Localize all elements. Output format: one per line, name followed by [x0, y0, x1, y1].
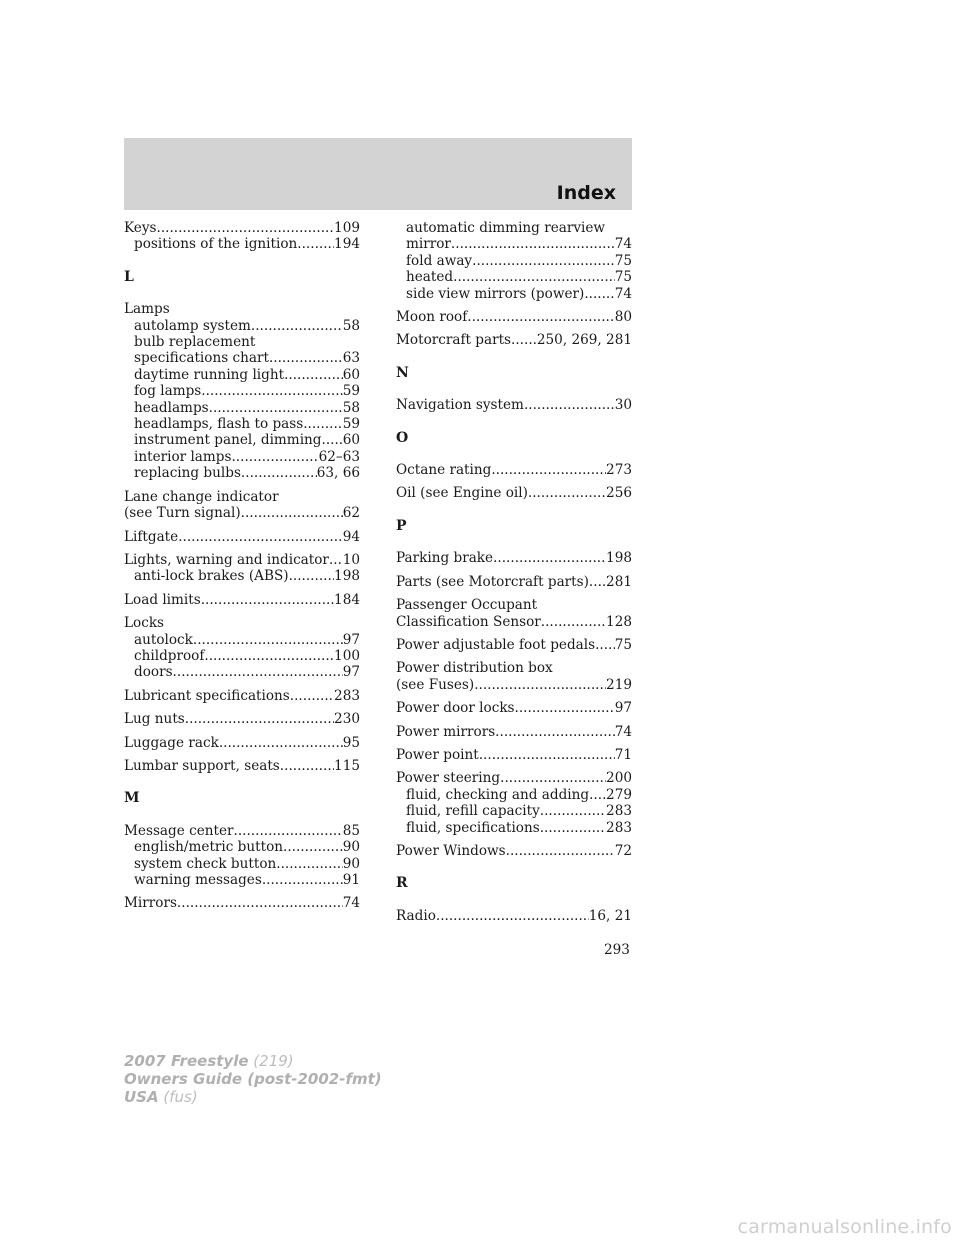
index-page-ref: 74: [614, 723, 632, 740]
index-subentry: [124, 648, 360, 664]
index-page-ref: 75: [614, 252, 632, 269]
index-term: [396, 747, 632, 763]
index-term: [124, 758, 360, 774]
index-header-band: [124, 138, 632, 210]
index-page-ref: 256: [606, 485, 632, 502]
leader-dots: [515, 700, 615, 716]
index-term-text: mirror: [406, 236, 451, 253]
index-term-text: system check button: [134, 855, 277, 872]
index-subentry: [124, 856, 360, 872]
index-page-ref: 75: [614, 636, 632, 653]
index-page-ref: 74: [614, 285, 632, 302]
index-term-text: Radio: [396, 907, 436, 924]
index-term-text: Lug nuts: [124, 711, 185, 728]
index-entry: [396, 724, 632, 740]
index-term-text: Passenger Occupant: [396, 597, 538, 614]
index-subentry: [396, 269, 632, 285]
index-term-text: Message center: [124, 822, 234, 839]
index-term-text: interior lamps: [134, 448, 232, 465]
index-entry: [124, 735, 360, 751]
index-term-text: childproof: [134, 647, 205, 664]
footer-model: 2007 Freestyle: [124, 1052, 249, 1070]
index-term: [396, 550, 632, 566]
index-page-ref: 273: [606, 462, 632, 479]
index-entry: [124, 592, 360, 608]
index-term: [396, 574, 632, 590]
leader-dots: [173, 664, 343, 680]
index-term-text: Power Windows: [396, 842, 506, 859]
leader-dots: [436, 908, 589, 924]
index-page-ref: 59: [342, 416, 360, 433]
index-subentry: [396, 236, 632, 252]
leader-dots: [495, 724, 615, 740]
index-entry: [396, 397, 632, 413]
index-term: [396, 332, 632, 348]
index-subentry: [124, 400, 360, 416]
leader-dots: [584, 286, 614, 302]
index-page-ref: 62–63: [318, 448, 360, 465]
index-term: [396, 770, 632, 786]
index-page-ref: 219: [606, 676, 632, 693]
index-subentry: [124, 839, 360, 855]
index-page-ref: 198: [334, 568, 360, 585]
section-letter: N: [396, 364, 409, 381]
index-term: [124, 552, 360, 568]
index-entry: [124, 529, 360, 545]
index-entry: [396, 485, 632, 501]
index-entry: [124, 895, 360, 911]
page-number: 293: [604, 942, 630, 958]
index-term-text: Lumbar support, seats: [124, 757, 280, 774]
index-page-ref: 109: [334, 220, 360, 236]
index-term-text: autolock: [134, 631, 193, 648]
index-term: [396, 908, 632, 924]
index-term: [124, 529, 360, 545]
index-entry: [396, 770, 632, 836]
index-term-text: Parts (see Motorcraft parts): [396, 573, 589, 590]
index-term-text: Locks: [124, 615, 165, 632]
index-term-text: english/metric button: [134, 839, 284, 856]
index-subentry: [124, 350, 360, 366]
index-term-text: specifications chart: [134, 350, 269, 367]
index-subentry: [124, 664, 360, 680]
index-term-text: fluid, specifications: [406, 819, 540, 836]
index-page-ref: 58: [342, 317, 360, 334]
index-term: [124, 895, 360, 911]
index-entry: [396, 747, 632, 763]
index-term-text: Power mirrors: [396, 723, 496, 740]
index-term: [124, 301, 360, 317]
index-entry: [124, 552, 360, 585]
leader-dots: [493, 550, 606, 566]
index-subentry: [124, 449, 360, 465]
index-page-ref: 283: [606, 803, 632, 820]
index-page-ref: 97: [342, 664, 360, 681]
index-subentry: [124, 872, 360, 888]
leader-dots: [500, 770, 606, 786]
index-page-ref: 90: [342, 855, 360, 872]
index-term-text: Lights, warning and indicator: [124, 551, 329, 568]
index-page-ref: 281: [606, 573, 632, 590]
index-term-text: positions of the ignition: [134, 236, 298, 253]
index-term-text: Liftgate: [124, 528, 179, 545]
index-page-ref: 230: [334, 711, 360, 728]
index-term-text: Lubricant specifications: [124, 687, 290, 704]
index-page-ref: 250, 269, 281: [536, 332, 632, 349]
index-entry: [124, 823, 360, 889]
index-entry: [396, 462, 632, 478]
leader-dots: [289, 568, 334, 584]
leader-dots: [491, 462, 606, 478]
leader-dots: [595, 637, 615, 653]
leader-dots: [234, 823, 343, 839]
index-term-text: Power steering: [396, 770, 501, 787]
index-term-text: Mirrors: [124, 895, 177, 912]
leader-dots: [193, 632, 343, 648]
index-term: [124, 823, 360, 839]
index-page-ref: 10: [342, 551, 360, 568]
index-term: [124, 505, 360, 521]
leader-dots: [589, 574, 606, 590]
leader-dots: [467, 309, 614, 325]
index-page-ref: 194: [334, 236, 360, 253]
index-entry: [396, 700, 632, 716]
index-term: [396, 637, 632, 653]
index-subentry: [124, 236, 360, 252]
index-subentry: [124, 632, 360, 648]
index-term-text: Power door locks: [396, 700, 515, 717]
leader-dots: [322, 432, 343, 448]
index-term-text: instrument panel, dimming: [134, 432, 322, 449]
index-term: [396, 597, 632, 613]
leader-dots: [231, 449, 318, 465]
leader-dots: [178, 529, 343, 545]
index-page-ref: 59: [342, 383, 360, 400]
index-term-text: replacing bulbs: [134, 465, 241, 482]
leader-dots: [541, 614, 606, 630]
leader-dots: [524, 397, 615, 413]
index-term: [396, 485, 632, 501]
leader-dots: [479, 747, 615, 763]
index-page-ref: 90: [342, 839, 360, 856]
index-page-ref: 63: [342, 350, 360, 367]
index-subentry: [124, 383, 360, 399]
index-term-text: automatic dimming rearview: [406, 220, 606, 236]
leader-dots: [451, 236, 615, 252]
index-term: [396, 724, 632, 740]
index-term-text: autolamp system: [134, 317, 251, 334]
index-entry: [124, 758, 360, 774]
index-page-ref: 60: [342, 366, 360, 383]
index-term-text: fold away: [406, 252, 473, 269]
index-page-ref: 62: [342, 505, 360, 522]
index-term-text: daytime running light: [134, 366, 285, 383]
leader-dots: [280, 758, 334, 774]
leader-dots: [201, 592, 334, 608]
index-term-text: Keys: [124, 220, 157, 236]
index-term-text: heated: [406, 269, 454, 286]
index-entry: [396, 574, 632, 590]
index-page-ref: 97: [342, 631, 360, 648]
index-entry: [396, 637, 632, 653]
index-page-ref: 16, 21: [588, 907, 632, 924]
index-entry: [396, 843, 632, 859]
leader-dots: [540, 803, 606, 819]
index-entry: [124, 220, 360, 253]
index-page-ref: 75: [614, 269, 632, 286]
leader-dots: [209, 400, 343, 416]
index-entry: [396, 332, 632, 348]
section-letter: P: [396, 517, 407, 534]
index-subentry: [124, 318, 360, 334]
index-page-ref: 74: [342, 895, 360, 912]
index-term-text: Moon roof: [396, 309, 468, 326]
index-page-ref: 97: [614, 700, 632, 717]
index-term-text: Power adjustable foot pedals: [396, 636, 596, 653]
index-subentry: [124, 416, 360, 432]
index-page-ref: 94: [342, 528, 360, 545]
leader-dots: [262, 872, 343, 888]
index-page-ref: 58: [342, 399, 360, 416]
index-entry: [124, 688, 360, 704]
index-term-text: Motorcraft parts: [396, 332, 512, 349]
section-letter: L: [124, 268, 134, 285]
index-subentry: [396, 820, 632, 836]
index-term-text: Classification Sensor: [396, 613, 541, 630]
index-entry: [396, 660, 632, 693]
index-page-ref: 71: [614, 746, 632, 763]
index-subentry: [396, 803, 632, 819]
leader-dots: [453, 269, 615, 285]
leader-dots: [204, 648, 334, 664]
index-page-ref: 283: [334, 687, 360, 704]
index-page-ref: 60: [342, 432, 360, 449]
index-page-ref: 100: [334, 647, 360, 664]
leader-dots: [472, 253, 615, 269]
index-entry: [396, 550, 632, 566]
index-term-text: Oil (see Engine oil): [396, 485, 528, 502]
index-column-right: [396, 220, 632, 924]
index-term: [124, 220, 360, 236]
index-term-text: Lamps: [124, 301, 170, 318]
index-term: [396, 462, 632, 478]
index-term-text: headlamps, flash to pass: [134, 416, 304, 433]
page-title: Index: [556, 182, 616, 204]
index-page-ref: 30: [614, 397, 632, 414]
index-page-ref: 128: [606, 613, 632, 630]
index-term-text: headlamps: [134, 399, 209, 416]
index-entry: [124, 615, 360, 681]
index-page-ref: 63, 66: [316, 465, 360, 482]
index-page-ref: 85: [342, 822, 360, 839]
index-page-ref: 184: [334, 591, 360, 608]
leader-dots: [219, 735, 343, 751]
index-subentry: [124, 568, 360, 584]
index-entry: [396, 908, 632, 924]
index-term: [396, 700, 632, 716]
index-term: [396, 309, 632, 325]
index-term-text: Parking brake: [396, 550, 494, 567]
section-letter: R: [396, 875, 408, 892]
index-page-ref: 72: [614, 842, 632, 859]
index-entry: [396, 309, 632, 325]
leader-dots: [540, 820, 606, 836]
index-page-ref: 283: [606, 819, 632, 836]
watermark: carmanualsonline.info: [737, 1216, 952, 1238]
index-subentry: [124, 334, 360, 350]
index-term-text: Power distribution box: [396, 660, 553, 677]
section-letter: O: [396, 429, 409, 446]
leader-dots: [290, 688, 334, 704]
leader-dots: [303, 416, 342, 432]
index-page-ref: 74: [614, 236, 632, 253]
index-term: [396, 660, 632, 676]
index-term-text: Lane change indicator: [124, 488, 279, 505]
index-term: [124, 688, 360, 704]
index-page-ref: 279: [606, 786, 632, 803]
leader-dots: [241, 505, 343, 521]
index-entry: [124, 711, 360, 727]
leader-dots: [276, 856, 342, 872]
index-entry: [124, 301, 360, 481]
index-term-text: Luggage rack: [124, 734, 219, 751]
leader-dots: [506, 843, 615, 859]
index-term-text: (see Fuses): [396, 676, 475, 693]
leader-dots: [511, 332, 537, 348]
index-entry: [124, 489, 360, 522]
leader-dots: [329, 552, 343, 568]
index-term-text: Power point: [396, 746, 479, 763]
index-term-text: anti-lock brakes (ABS): [134, 568, 289, 585]
leader-dots: [283, 839, 343, 855]
index-subentry: [124, 465, 360, 481]
leader-dots: [201, 383, 342, 399]
index-term-text: fluid, checking and adding: [406, 786, 590, 803]
index-term: [124, 735, 360, 751]
leader-dots: [177, 895, 343, 911]
index-subentry: [396, 220, 632, 236]
footer-market: USA: [124, 1088, 159, 1106]
index-term-text: side view mirrors (power): [406, 285, 585, 302]
leader-dots: [528, 485, 606, 501]
footer-code: (219): [253, 1052, 294, 1070]
index-term-text: warning messages: [134, 872, 262, 888]
index-term-text: doors: [134, 664, 173, 681]
index-page-ref: 200: [606, 770, 632, 787]
index-term: [396, 397, 632, 413]
index-subentry: [396, 286, 632, 302]
index-page-ref: 198: [606, 550, 632, 567]
leader-dots: [157, 220, 335, 236]
index-entry: [396, 220, 632, 302]
document-footer: [124, 1052, 382, 1106]
index-page-ref: 91: [342, 872, 360, 888]
index-subentry: [124, 367, 360, 383]
index-subentry: [396, 787, 632, 803]
index-term-text: bulb replacement: [134, 334, 256, 351]
leader-dots: [185, 711, 334, 727]
index-column-left: [124, 220, 360, 912]
footer-lang: (fus): [163, 1088, 198, 1106]
leader-dots: [589, 787, 606, 803]
footer-guide: Owners Guide (post-2002-fmt): [124, 1070, 382, 1088]
index-subentry: [396, 253, 632, 269]
leader-dots: [284, 367, 343, 383]
leader-dots: [474, 677, 606, 693]
index-term-text: fog lamps: [134, 383, 202, 400]
index-term-text: Navigation system: [396, 397, 524, 414]
index-page-ref: 95: [342, 734, 360, 751]
index-term: [124, 711, 360, 727]
index-subentry: [124, 432, 360, 448]
index-term-text: fluid, refill capacity: [406, 803, 540, 820]
index-term: [396, 843, 632, 859]
section-letter: M: [124, 790, 140, 807]
leader-dots: [241, 465, 317, 481]
leader-dots: [269, 350, 343, 366]
leader-dots: [251, 318, 343, 334]
index-term-text: Load limits: [124, 591, 201, 608]
index-term: [124, 592, 360, 608]
index-term: [124, 615, 360, 631]
index-term: [396, 614, 632, 630]
index-page-ref: 80: [614, 309, 632, 326]
index-term-text: Octane rating: [396, 462, 492, 479]
index-page-ref: 115: [334, 757, 360, 774]
index-term: [124, 489, 360, 505]
index-entry: [396, 597, 632, 630]
index-term: [396, 677, 632, 693]
leader-dots: [297, 236, 334, 252]
index-term-text: (see Turn signal): [124, 505, 241, 522]
